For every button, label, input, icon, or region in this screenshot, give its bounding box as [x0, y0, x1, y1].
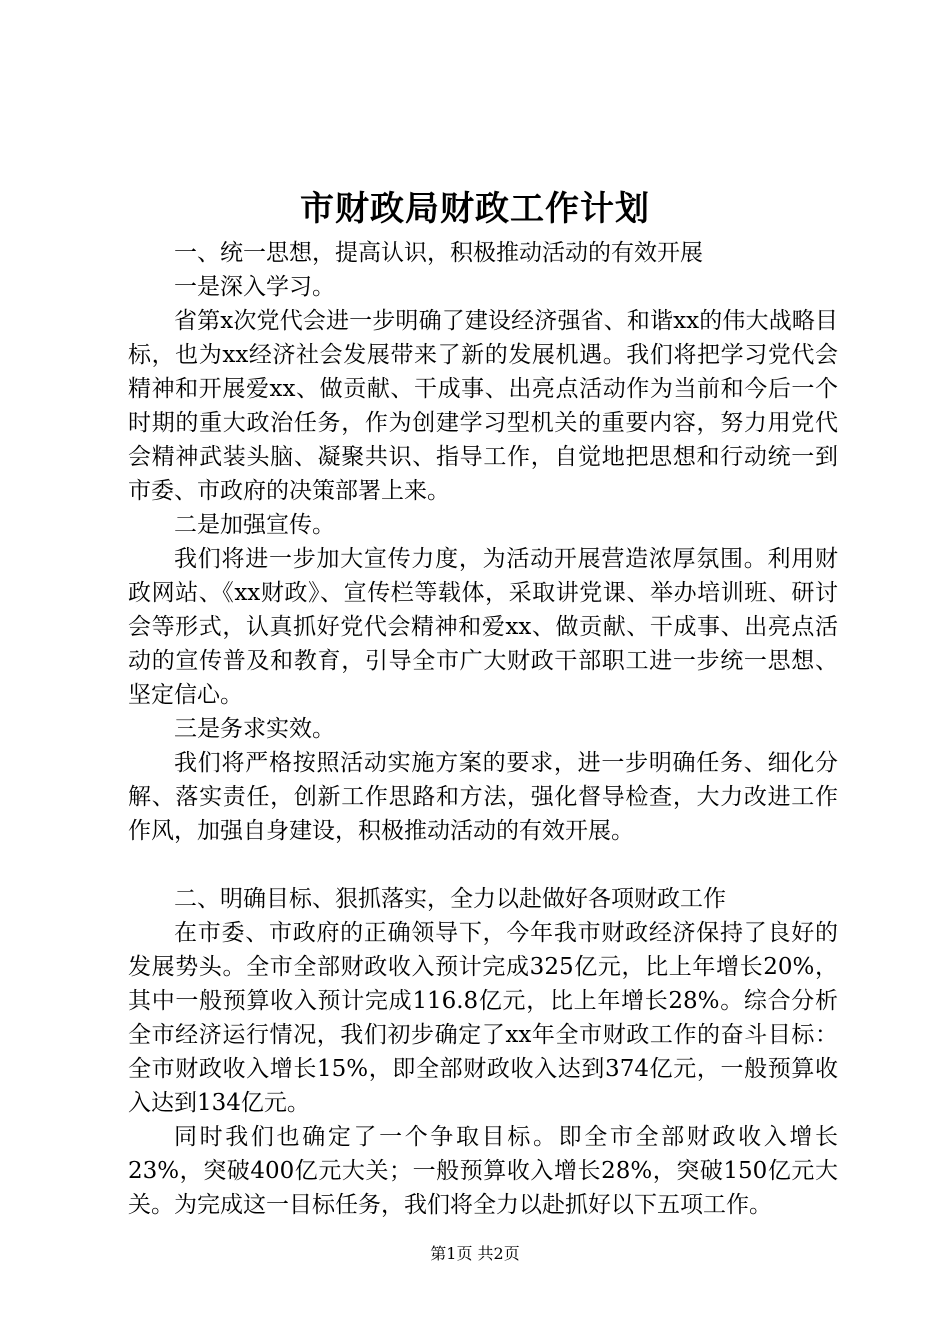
page-number-footer: 第1页 共2页 [430, 1244, 520, 1263]
subsection-heading: 三是务求实效。 [174, 716, 335, 742]
document-body [128, 236, 838, 1222]
body-paragraph: 我们将进一步加大宣传力度，为活动开展营造浓厚氛围。利用财政网站、《xx财政》、宣传栏等载体，采取讲党课、举办培训班、研讨会等形式，认真抓好党代会精神和爱xx、做贡献、干成事、出亮点活动的宣传普及和教育，引导全市广大财政干部职工进一步统一思想、坚定信心。 [128, 546, 838, 708]
subsection-heading: 二是加强宣传。 [174, 512, 335, 538]
body-paragraph: 在市委、市政府的正确领导下，今年我市财政经济保持了良好的发展势头。全市全部财政收入预计完成325亿元，比上年增长20%，其中一般预算收入预计完成116.8亿元，比上年增长28%。综合分析全市经济运行情况，我们初步确定了xx年全市财政工作的奋斗目标：全市财政收入增长15%，即全部财政收入达到374亿元，一般预算收入达到134亿元。 [128, 920, 838, 1116]
section-heading: 二、明确目标、狠抓落实，全力以赴做好各项财政工作 [174, 886, 726, 912]
section-heading: 一、统一思想，提高认识，积极推动活动的有效开展 [174, 240, 703, 266]
body-paragraph: 我们将严格按照活动实施方案的要求，进一步明确任务、细化分解、落实责任，创新工作思路和方法，强化督导检查，大力改进工作作风，加强自身建设，积极推动活动的有效开展。 [128, 750, 838, 844]
body-paragraph: 省第x次党代会进一步明确了建设经济强省、和谐xx的伟大战略目标，也为xx经济社会发展带来了新的发展机遇。我们将把学习党代会精神和开展爱xx、做贡献、干成事、出亮点活动作为当前和今后一个时期的重大政治任务，作为创建学习型机关的重要内容，努力用党代会精神武装头脑、凝聚共识、指导工作，自觉地把思想和行动统一到市委、市政府的决策部署上来。 [128, 308, 838, 504]
document-title: 市财政局财政工作计划 [300, 189, 650, 229]
subsection-heading: 一是深入学习。 [174, 274, 335, 300]
body-paragraph: 同时我们也确定了一个争取目标。即全市全部财政收入增长23%，突破400亿元大关；一般预算收入增长28%，突破150亿元大关。为完成这一目标任务，我们将全力以赴抓好以下五项工作。 [128, 1124, 838, 1218]
